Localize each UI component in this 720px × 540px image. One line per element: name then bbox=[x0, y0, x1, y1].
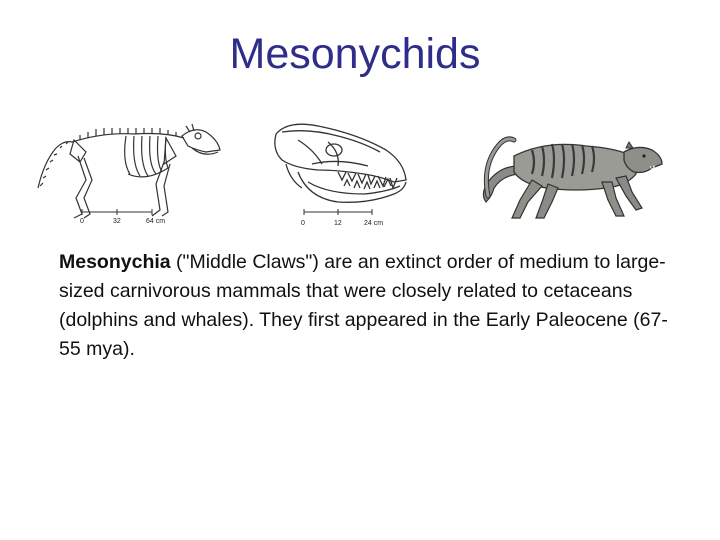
skull-scale-label-2: 24 cm bbox=[364, 220, 384, 227]
skull-figure bbox=[268, 120, 416, 230]
skeleton-figure bbox=[34, 122, 224, 228]
skull-scale-label-0: 0 bbox=[301, 220, 305, 227]
animal-figure bbox=[476, 126, 666, 226]
description-body: ("Middle Claws") are an extinct order of medium to large-sized carnivorous mammals that were closely related to cetaceans (dolphins and whales). They first appeared in the Early Paleocene (67-55 mya). bbox=[59, 251, 668, 360]
skeleton-scale-label-0: 0 bbox=[80, 218, 84, 225]
skull-icon bbox=[268, 120, 416, 230]
skeleton-scale-label-1: 32 bbox=[113, 218, 121, 225]
skull-scale-label-1: 12 bbox=[334, 220, 342, 227]
description-term: Mesonychia bbox=[59, 251, 171, 273]
skeleton-scale-label-2: 64 cm bbox=[146, 218, 166, 225]
slide-title: Mesonychids bbox=[229, 30, 481, 78]
animal-icon bbox=[476, 126, 666, 226]
description-text bbox=[59, 248, 689, 364]
skeleton-icon bbox=[34, 122, 224, 228]
